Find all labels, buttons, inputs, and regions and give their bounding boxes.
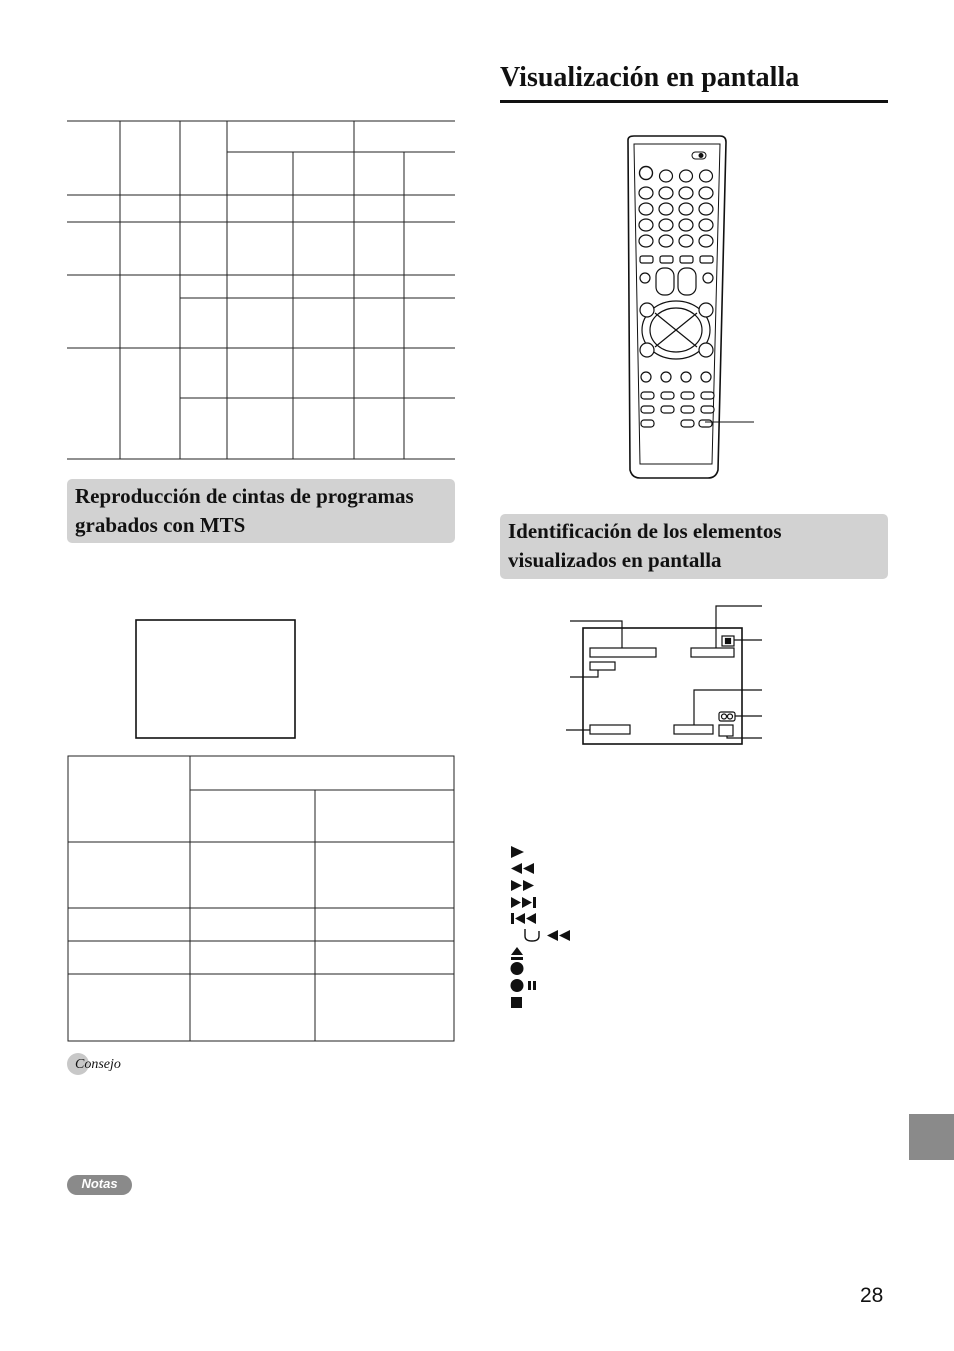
repeat-rewind-icon <box>525 929 570 941</box>
eject-icon <box>511 947 523 960</box>
skip-next-icon <box>511 897 536 908</box>
page-number: 28 <box>860 1284 884 1307</box>
stop-icon <box>511 997 522 1008</box>
record-pause-icon <box>511 979 537 992</box>
play-icon <box>511 846 524 858</box>
skip-previous-icon <box>511 913 536 924</box>
section-header-mts: Reproducción de cintas de programas grabados con MTS <box>67 479 455 543</box>
notes-label: Notas <box>81 1176 118 1191</box>
fast-forward-icon <box>511 880 534 891</box>
rewind-icon <box>511 863 534 874</box>
tip-label: Consejo <box>75 1057 121 1072</box>
side-tab <box>909 1114 954 1160</box>
section-header-identification: Identificación de los elementos visualizados en pantalla <box>500 514 888 579</box>
page-title: Visualización en pantalla <box>500 62 800 93</box>
record-icon <box>511 962 524 975</box>
